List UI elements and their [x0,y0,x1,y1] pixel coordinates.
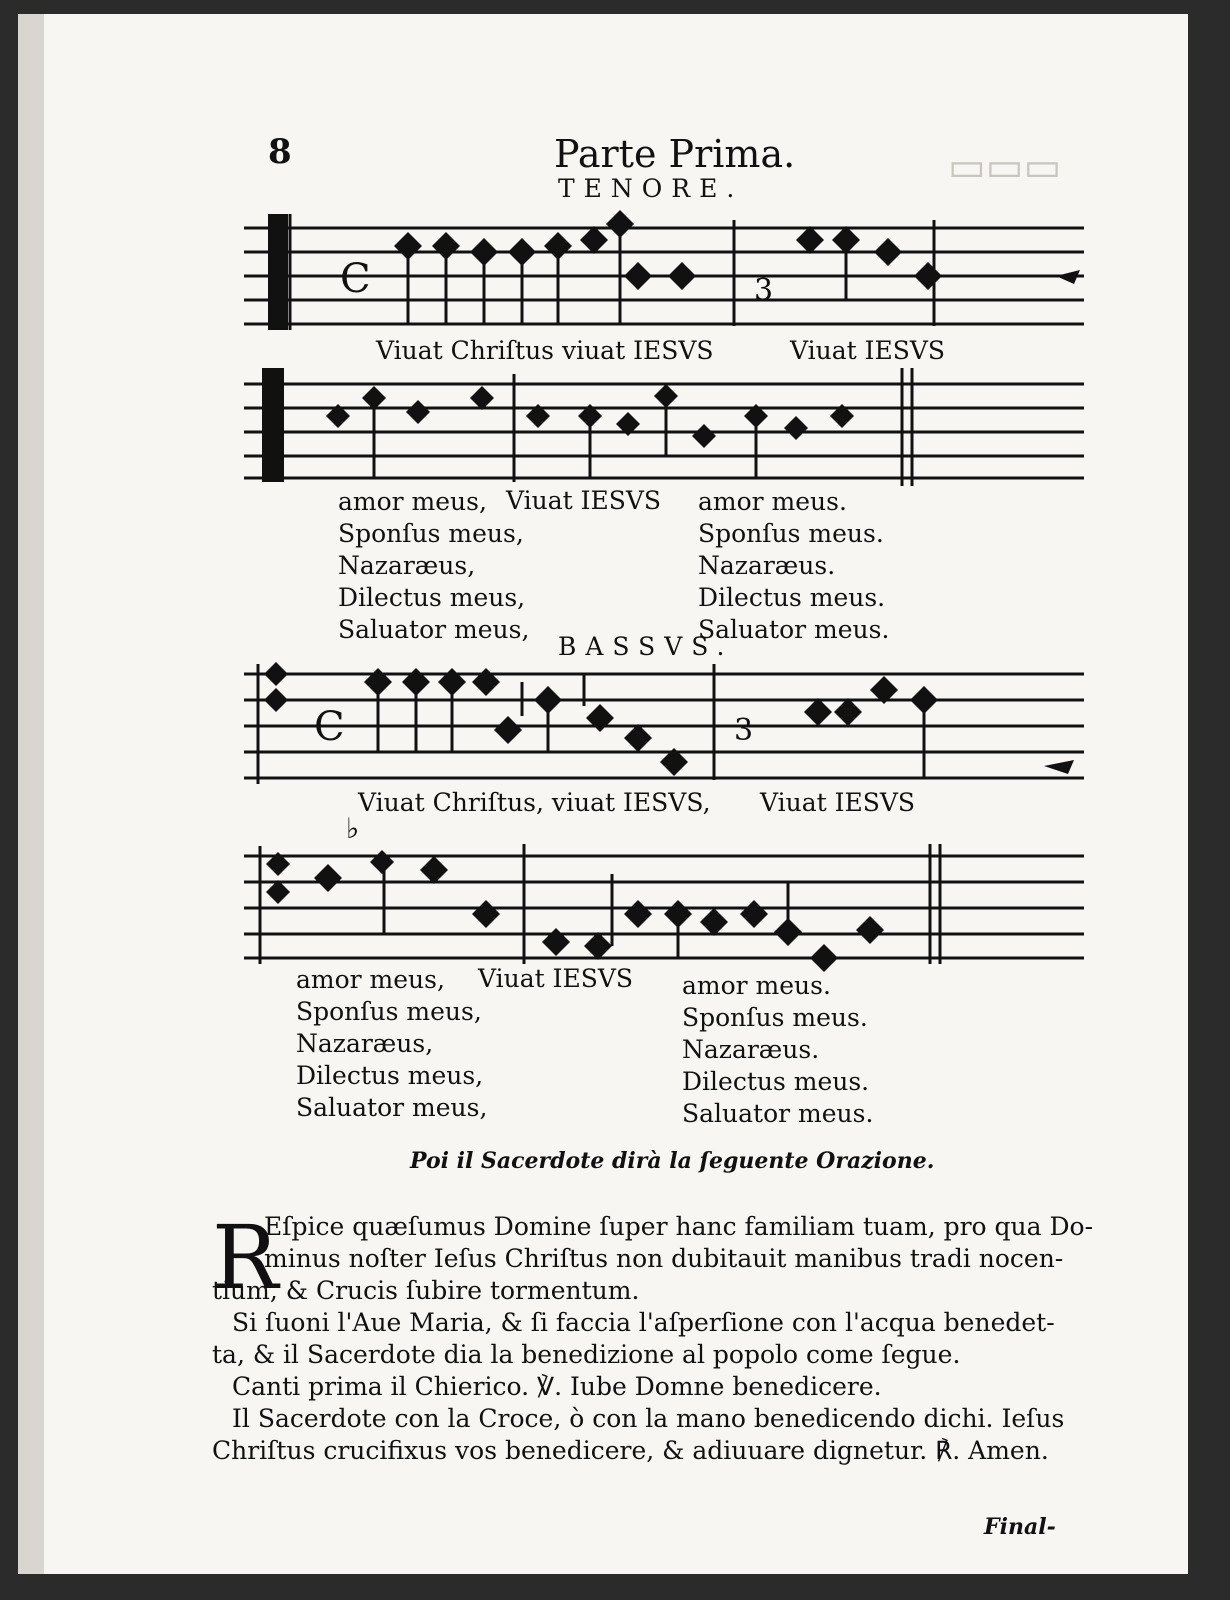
bassus-clef: C [314,704,345,750]
prayer-line-2: minus noſter Ieſus Chriſtus non dubitauit manibus tradi nocen- [264,1244,1064,1273]
lyric-line: Nazaræus. [682,1035,820,1064]
lyric-line: Nazaræus, [296,1029,434,1058]
tenor-staff-2 [244,358,1094,488]
instruction-line-3: Canti prima il Chierico. ℣. Iube Domne benedicere. [232,1372,882,1401]
lyric-line: Sponſus meus. [698,519,884,548]
tenor-lyric-1: Viuat Chriſtus viuat IESVS [376,336,714,365]
lyric-line: amor meus. [698,487,847,516]
bassus-lyric-mid: Viuat IESVS [478,964,634,993]
lyric-line: Sponſus meus, [296,997,482,1026]
lyric-line: amor meus, [338,487,487,516]
instruction-line-1: Si ſuoni l'Aue Maria, & ſi faccia l'aſperſione con l'acqua benedet- [232,1308,1055,1337]
flat-sign: ♭ [346,812,360,845]
lyric-line: Dilectus meus. [682,1067,870,1096]
page-gutter [18,14,44,1574]
lyric-line: amor meus. [682,971,831,1000]
bassus-lyric-2: Viuat IESVS [760,788,916,817]
lyric-line: Sponſus meus. [682,1003,868,1032]
page-title: Parte Prima. [554,132,796,176]
tenor-lyric-mid: Viuat IESVS [506,486,662,515]
instruction-line-2: ta, & il Sacerdote dia la benedizione al popolo come ſegue. [212,1340,961,1369]
lyric-line: Saluator meus, [338,615,530,644]
bassus-triple-sign: 3 [734,713,754,748]
lyric-line: amor meus, [296,965,445,994]
rubric: Poi il Sacerdote dirà la ſeguente Orazione. [410,1148,935,1174]
drop-initial: R [212,1206,279,1309]
bassus-column-2 [682,970,873,1130]
tenor-triple-sign: 3 [754,273,774,308]
tenor-column-2 [698,486,889,646]
tenor-clef: C [340,256,371,302]
lyric-line: Nazaræus. [698,551,836,580]
bassus-column-1 [296,964,487,1124]
instruction-line-4: Il Sacerdote con la Croce, ò con la mano benedicendo dichi. Ieſus [232,1404,1065,1433]
lyric-line: Dilectus meus. [698,583,886,612]
bassus-staff-1 [244,654,1094,794]
instruction-line-5: Chriſtus crucifixus vos benedicere, & adiuuare dignetur. ℟. Amen. [212,1436,1049,1465]
lyric-line: Saluator meus, [296,1093,488,1122]
tenor-staff-1 [244,200,1094,340]
tenor-column-1 [338,486,529,646]
prayer-line-3: tium, & Crucis ſubire tormentum. [212,1276,640,1305]
voice-label-tenor: TENORE. [558,174,744,203]
tenor-lyric-2: Viuat IESVS [790,336,946,365]
voice-label-bassus: BASSVS. [558,632,734,661]
lyric-line: Sponſus meus, [338,519,524,548]
lyric-line: Saluator meus. [698,615,890,644]
bassus-staff-2 [244,834,1094,974]
lyric-line: Dilectus meus, [296,1061,484,1090]
lyric-line: Dilectus meus, [338,583,526,612]
lyric-line: Nazaræus, [338,551,476,580]
bleed-through-mark: ▭▭▭ [948,144,1062,190]
book-page [18,14,1188,1574]
catchword: Final- [984,1514,1056,1540]
page-number: 8 [268,132,292,172]
lyric-line: Saluator meus. [682,1099,874,1128]
bassus-lyric-1: Viuat Chriſtus, viuat IESVS, [358,788,711,817]
prayer-line-1: Eſpice quæſumus Domine ſuper hanc familiam tuam, pro qua Do- [264,1212,1094,1241]
